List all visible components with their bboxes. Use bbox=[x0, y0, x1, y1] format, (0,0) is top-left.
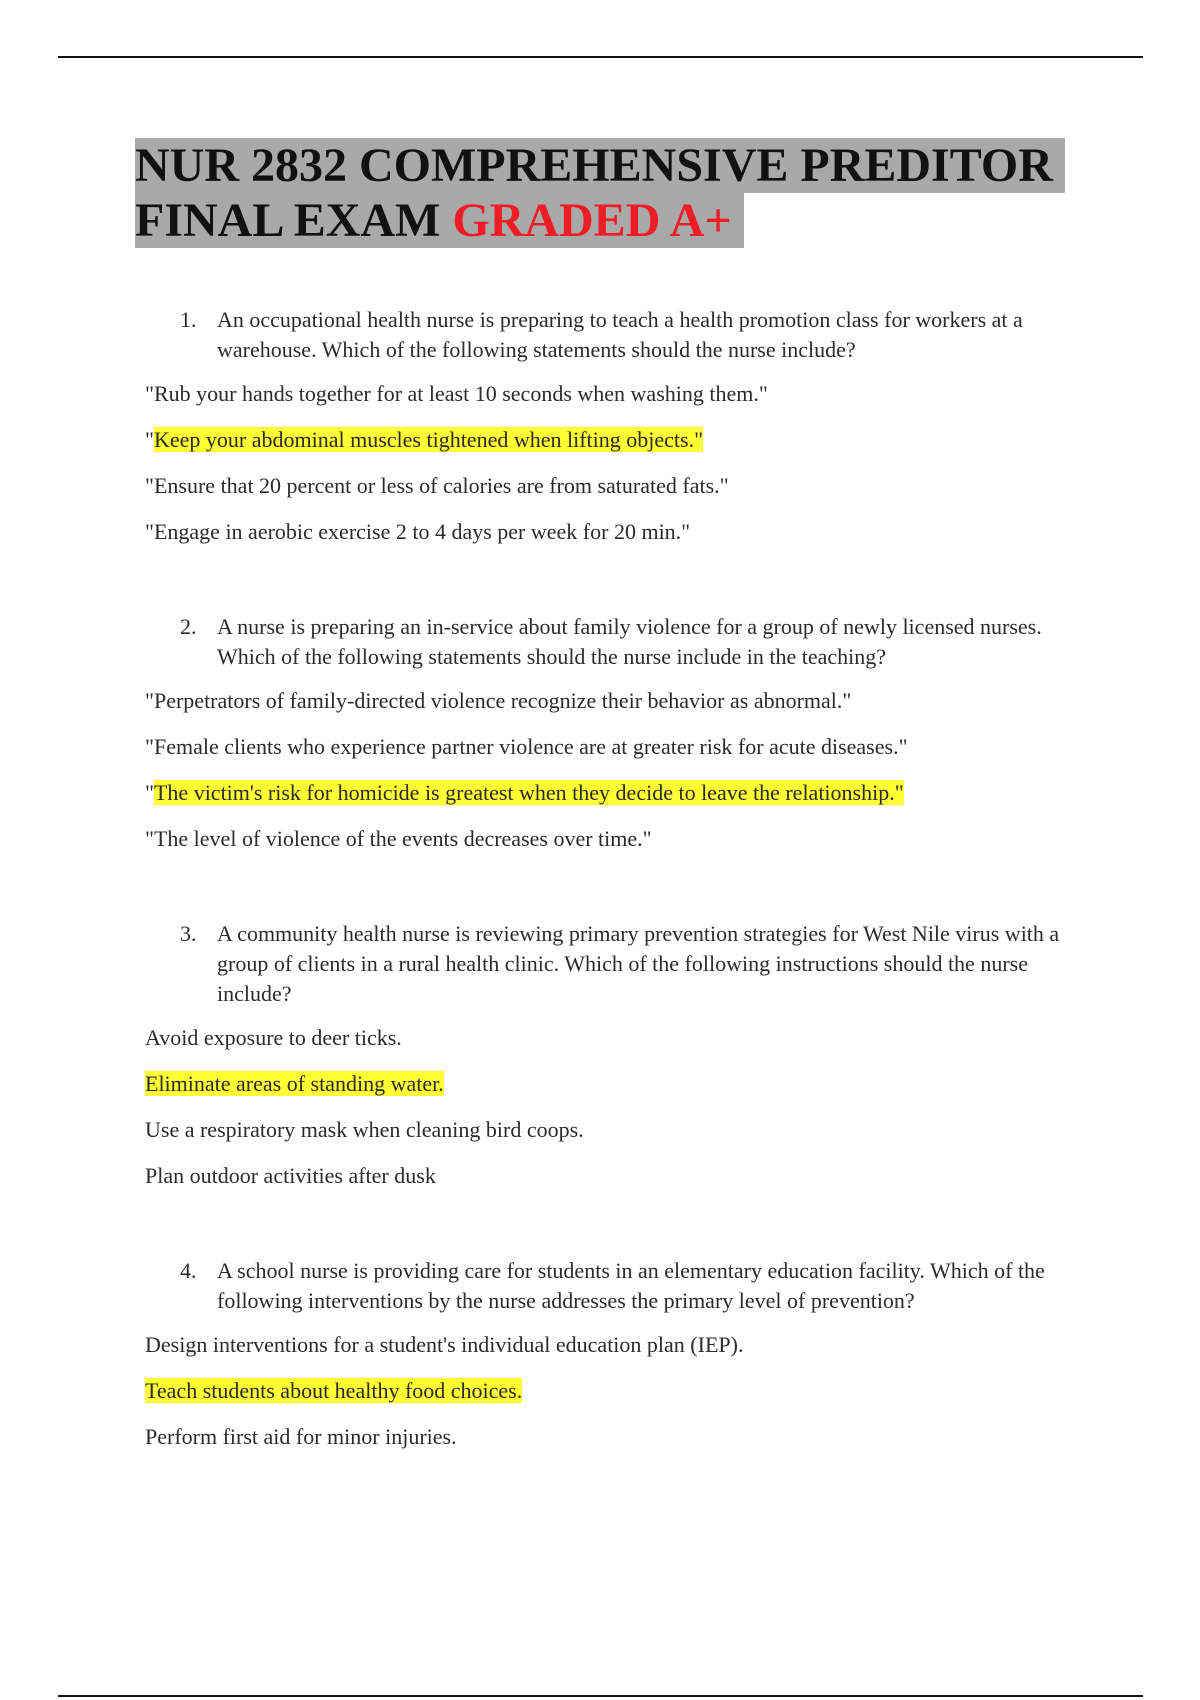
answer-options bbox=[145, 379, 1200, 547]
answer-option: "Rub your hands together for at least 10 seconds when washing them." bbox=[145, 381, 768, 406]
top-rule bbox=[58, 56, 1143, 58]
question-4 bbox=[0, 1256, 1200, 1468]
answer-option: Avoid exposure to deer ticks. bbox=[145, 1025, 402, 1050]
question-number: 1. bbox=[180, 307, 197, 332]
answer-option-correct: "Keep your abdominal muscles tightened when lifting objects." bbox=[145, 427, 704, 452]
question-text: 3. A community health nurse is reviewing primary prevention strategies for West Nile virus with a group of clients in a rural health clinic. Which of the following instructions should the nurse include? bbox=[180, 921, 1060, 1006]
bottom-rule bbox=[58, 1695, 1143, 1697]
answer-option: Design interventions for a student's individual education plan (IEP). bbox=[145, 1332, 744, 1357]
answer-option: Perform first aid for minor injuries. bbox=[145, 1424, 457, 1449]
question-3 bbox=[0, 919, 1200, 1207]
correct-answer-highlight: Keep your abdominal muscles tightened when lifting objects." bbox=[153, 427, 704, 452]
answer-option-correct bbox=[145, 1069, 1200, 1099]
correct-answer-highlight: Eliminate areas of standing water. bbox=[145, 1071, 444, 1096]
answer-option: Use a respiratory mask when cleaning bird coops. bbox=[145, 1117, 584, 1142]
question-number: 2. bbox=[180, 614, 197, 639]
question-text: 2. A nurse is preparing an in-service about family violence for a group of newly licensed nurses. Which of the following statements should the nurse include in the teaching? bbox=[180, 614, 1042, 669]
document-title bbox=[135, 138, 1065, 248]
question-1 bbox=[0, 305, 1200, 563]
question-text: 4. A school nurse is providing care for students in an elementary education facility. Which of the following interventions by the nurse addresses the primary level of prevention? bbox=[180, 1258, 1045, 1313]
answer-option: "Engage in aerobic exercise 2 to 4 days per week for 20 min." bbox=[145, 519, 691, 544]
question-number: 4. bbox=[180, 1258, 197, 1283]
answer-option: "Perpetrators of family-directed violence recognize their behavior as abnormal." bbox=[145, 688, 852, 713]
answer-option: Plan outdoor activities after dusk bbox=[145, 1163, 436, 1188]
answer-options bbox=[145, 1330, 1200, 1452]
answer-option-correct: "The victim's risk for homicide is greatest when they decide to leave the relationship." bbox=[145, 780, 904, 805]
question-number: 3. bbox=[180, 921, 197, 946]
answer-option-correct bbox=[145, 1376, 1200, 1406]
answer-option: "Female clients who experience partner violence are at greater risk for acute diseases." bbox=[145, 734, 908, 759]
title-line-2 bbox=[135, 193, 744, 248]
answer-option: "Ensure that 20 percent or less of calories are from saturated fats." bbox=[145, 473, 729, 498]
answer-options bbox=[145, 686, 1200, 854]
title-line-1: NUR 2832 COMPREHENSIVE PREDITOR bbox=[135, 138, 1065, 193]
correct-answer-highlight: The victim's risk for homicide is greatest when they decide to leave the relationship." bbox=[153, 780, 904, 805]
graded-label: GRADED A+ bbox=[452, 194, 732, 247]
question-text: 1. An occupational health nurse is preparing to teach a health promotion class for workers at a warehouse. Which of the following statements should the nurse include? bbox=[180, 307, 1023, 362]
question-2 bbox=[0, 612, 1200, 870]
answer-options bbox=[145, 1023, 1200, 1191]
answer-option: "The level of violence of the events decreases over time." bbox=[145, 826, 652, 851]
correct-answer-highlight: Teach students about healthy food choices. bbox=[145, 1378, 523, 1403]
title-line-2-main: FINAL EXAM bbox=[135, 194, 453, 247]
